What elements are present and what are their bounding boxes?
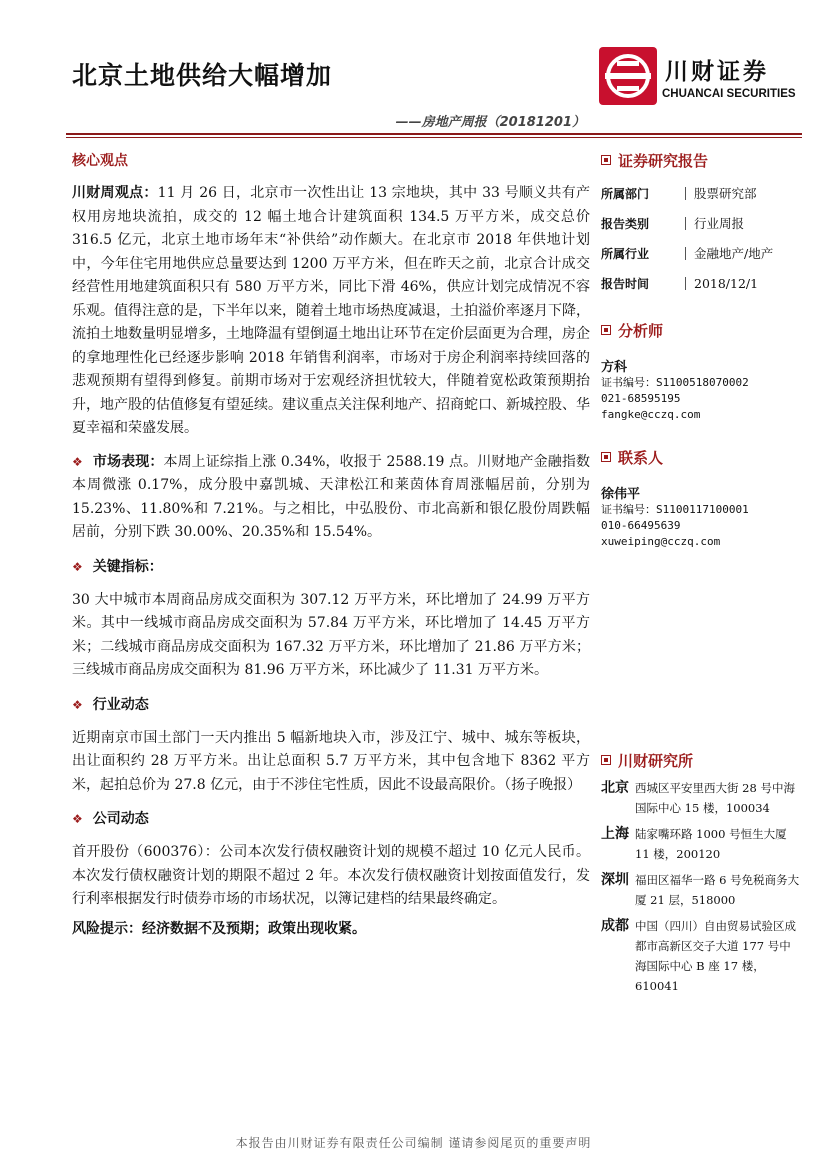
analyst-email[interactable]: fangke@cczq.com bbox=[601, 408, 701, 421]
office-city: 上海 bbox=[601, 826, 629, 842]
indicators-heading: ❖ 关键指标： bbox=[72, 558, 163, 575]
page-title: 北京土地供给大幅增加 bbox=[72, 61, 333, 90]
office-address: 中国（四川）自由贸易试验区成都市高新区交子大道 177 号中海国际中心 B 座 17 楼，610041 bbox=[635, 919, 796, 993]
analyst-name: 方科 bbox=[601, 360, 628, 375]
info-value: 金融地产/地产 bbox=[685, 247, 773, 260]
info-value: 行业周报 bbox=[685, 217, 744, 230]
office-shenzhen bbox=[601, 870, 801, 910]
office-city: 深圳 bbox=[601, 872, 629, 888]
diamond-bullet-icon: ❖ bbox=[72, 559, 83, 574]
industry-text: 近期南京市国土部门一天内推出 5 幅新地块入市，涉及江宁、城中、城东等板块，出让面积约 28 万平方米。出让总面积 5.7 万平方米，其中包含地下 8362 平方米，起拍总价为 27.8 亿元，由于不涉住宅性质，因此不设最高限价。（扬子晚报） bbox=[72, 729, 590, 793]
market-label: 市场表现： bbox=[92, 453, 164, 470]
office-city: 成都 bbox=[601, 918, 629, 934]
contact-cert: 证书编号：S1100117100001 bbox=[601, 503, 749, 516]
info-row-category bbox=[601, 208, 801, 238]
logo-english-name: CHUANCAI SECURITIES bbox=[662, 88, 796, 100]
info-value: 2018/12/1 bbox=[685, 277, 758, 290]
core-heading: 核心观点 bbox=[72, 153, 128, 169]
core-text: 11 月 26 日，北京市一次性出让 13 宗地块，其中 33 号顺义共有产权用房地块流拍，成交的 12 幅土地合计建筑面积 134.5 万平方米，成交总价 316.5 亿元，北京土地市场年末“补供给”动作颇大。在北京市 2018 年供地计划中，今年住宅用地供应总量要达到 1200 万平方米，但在昨天之前，北京合计成交经营性用地建筑面积只有 580 万平方米，同比下滑 46%，供应计划完成情况不容乐观。值得注意的是，下半年以来，随着土地市场热度减退，土拍溢价率逐月下降，流拍土地数量明显增多，土地降温有望倒逼土地出让环节在定价层面更为合理，房企的拿地理性化已经逐步影响 2018 年销售利润率，市场对于房企利润率持续回落的悲观预期有望得到修复。前期市场对于宏观经济担忧较大，伴随着宽松政策预期抬升，地产股的估值修复有望延续。建议重点关注保利地产、招商蛇口、新城控股、华夏幸福和荣盛发展。 bbox=[72, 185, 591, 436]
analyst-heading: 分析师 bbox=[601, 318, 801, 342]
office-chengdu bbox=[601, 916, 801, 996]
analyst-cert: 证书编号：S1100518070002 bbox=[601, 376, 749, 389]
analyst-phone: 021-68595195 bbox=[601, 392, 681, 405]
main-content bbox=[72, 146, 590, 938]
risk-warning: 风险提示：经济数据不及预期；政策出现收紧。 bbox=[72, 920, 366, 937]
company-text: 首开股份（600376）：公司本次发行债权融资计划的规模不超过 10 亿元人民币。本次发行债权融资计划的期限不超过 2 年。本次发行债权融资计划按面值发行，发行利率根据发行时债券市场的市场状况，以簿记建档的结果最终确定。 bbox=[72, 844, 590, 907]
logo-chinese-name: 川财证券 bbox=[665, 59, 769, 85]
office-shanghai bbox=[601, 824, 801, 864]
diamond-bullet-icon: ❖ bbox=[72, 697, 83, 712]
contact-name: 徐伟平 bbox=[601, 487, 641, 502]
company-heading: ❖ 公司动态 bbox=[72, 811, 149, 827]
contact-heading: 联系人 bbox=[601, 445, 801, 469]
core-label: 川财周观点： bbox=[72, 185, 158, 201]
logo-mark-icon bbox=[599, 47, 657, 105]
diamond-bullet-icon: ❖ bbox=[72, 812, 83, 826]
office-address: 福田区福华一路 6 号免税商务大厦 21 层，518000 bbox=[635, 873, 800, 907]
contact-phone: 010-66495639 bbox=[601, 519, 681, 532]
market-text: 本周上证综指上涨 0.34%，收报于 2588.19 点。川财地产金融指数本周微涨 0.17%，成分股中嘉凯城、天津松江和莱茵体育周涨幅居前，分别为 15.23%、11.80%和 7.21%。与之相比，中弘股份、市北高新和银亿股份周跌幅居前，分别下跌 30.00%、20.35%和 15.54%。 bbox=[72, 453, 591, 540]
sidebar bbox=[601, 148, 801, 1002]
info-row-date bbox=[601, 268, 801, 298]
info-label: 所属部门 bbox=[601, 186, 650, 201]
institute-heading: 川财研究所 bbox=[601, 748, 801, 772]
contact-email[interactable]: xuweiping@cczq.com bbox=[601, 535, 721, 548]
footer-disclaimer: 本报告由川财证券有限责任公司编制 谨请参阅尾页的重要声明 bbox=[235, 1136, 592, 1150]
industry-heading: ❖ 行业动态 bbox=[72, 696, 149, 713]
office-address: 西城区平安里西大街 28 号中海国际中心 15 楼，100034 bbox=[635, 781, 795, 815]
info-label: 所属行业 bbox=[601, 246, 650, 261]
market-paragraph bbox=[72, 451, 590, 545]
report-type-heading: 证券研究报告 bbox=[601, 148, 801, 172]
diamond-bullet-icon: ❖ bbox=[72, 454, 83, 469]
office-beijing bbox=[601, 778, 801, 818]
indicators-text: 30 大中城市本周商品房成交面积为 307.12 万平方米，环比增加了 24.99 万平方米。其中一线城市商品房成交面积为 57.84 万平方米，环比增加了 14.45 万平方米；二线城市商品房成交面积为 167.32 万平方米，环比增加了 21.86 万平方米；三线城市商品房成交面积为 81.96 万平方米，环比减少了 11.31 万平方米。 bbox=[72, 591, 590, 678]
header-rule-thin bbox=[66, 137, 802, 138]
info-value: 股票研究部 bbox=[685, 187, 757, 200]
core-paragraph bbox=[72, 182, 590, 441]
section-flag-icon bbox=[601, 452, 611, 462]
info-row-department bbox=[601, 178, 801, 208]
section-flag-icon bbox=[601, 325, 611, 335]
info-label: 报告时间 bbox=[601, 276, 650, 291]
report-subtitle: ——房地产周报（20181201） bbox=[395, 115, 585, 130]
office-city: 北京 bbox=[601, 780, 629, 796]
section-flag-icon bbox=[601, 155, 611, 165]
office-address: 陆家嘴环路 1000 号恒生大厦 11 楼，200120 bbox=[635, 827, 787, 861]
company-logo bbox=[599, 47, 799, 107]
section-flag-icon bbox=[601, 755, 611, 765]
info-label: 报告类别 bbox=[601, 216, 650, 231]
header-rule bbox=[66, 133, 802, 135]
info-row-industry bbox=[601, 238, 801, 268]
